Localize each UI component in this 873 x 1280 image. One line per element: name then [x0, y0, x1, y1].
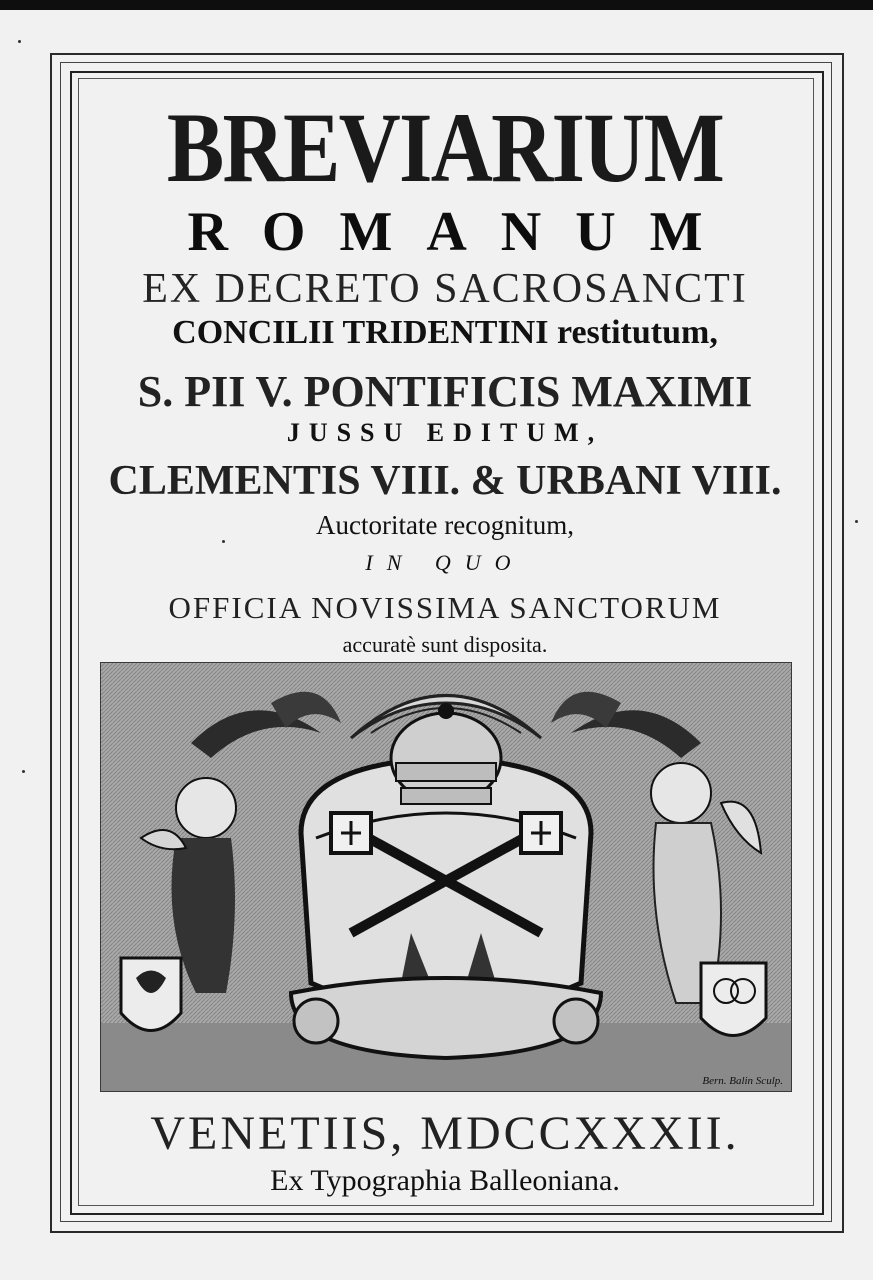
- paper-speck: [855, 520, 858, 523]
- imprint-place-date: VENETIIS, MDCCXXXII.: [150, 1107, 740, 1160]
- paper-speck: [22, 770, 25, 773]
- paper-speck: [222, 540, 225, 543]
- line-accurate: accuratè sunt disposita.: [342, 632, 548, 657]
- cherub-right-head: [651, 763, 711, 823]
- line-decreto: EX DECRETO SACROSANCTI: [142, 266, 748, 312]
- engraver-credit: Bern. Balin Sculp.: [702, 1075, 783, 1087]
- book-title: BREVIARIUM: [166, 92, 724, 203]
- line-officia: OFFICIA NOVISSIMA SANCTORUM: [168, 590, 722, 625]
- scan-edge: [0, 0, 873, 10]
- coat-of-arms-engraving: [100, 662, 792, 1092]
- engraving-illustration: [101, 663, 791, 1091]
- line-concilii: CONCILII TRIDENTINI restitutum,: [172, 314, 718, 351]
- imprint-printer: Ex Typographia Balleoniana.: [270, 1164, 620, 1197]
- eagle-shield: [121, 958, 181, 1031]
- line-clementis: CLEMENTIS VIII. & URBANI VIII.: [108, 458, 782, 504]
- paper-speck: [18, 40, 21, 43]
- line-pius-v: S. PII V. PONTIFICIS MAXIMI: [137, 367, 753, 416]
- book-subtitle: ROMANUM: [187, 201, 737, 263]
- line-jussu: JUSSU EDITUM,: [286, 418, 604, 447]
- line-in-quo: IN QUO: [365, 550, 525, 575]
- line-auctoritate: Auctoritate recognitum,: [316, 510, 574, 540]
- cherub-left-head: [176, 778, 236, 838]
